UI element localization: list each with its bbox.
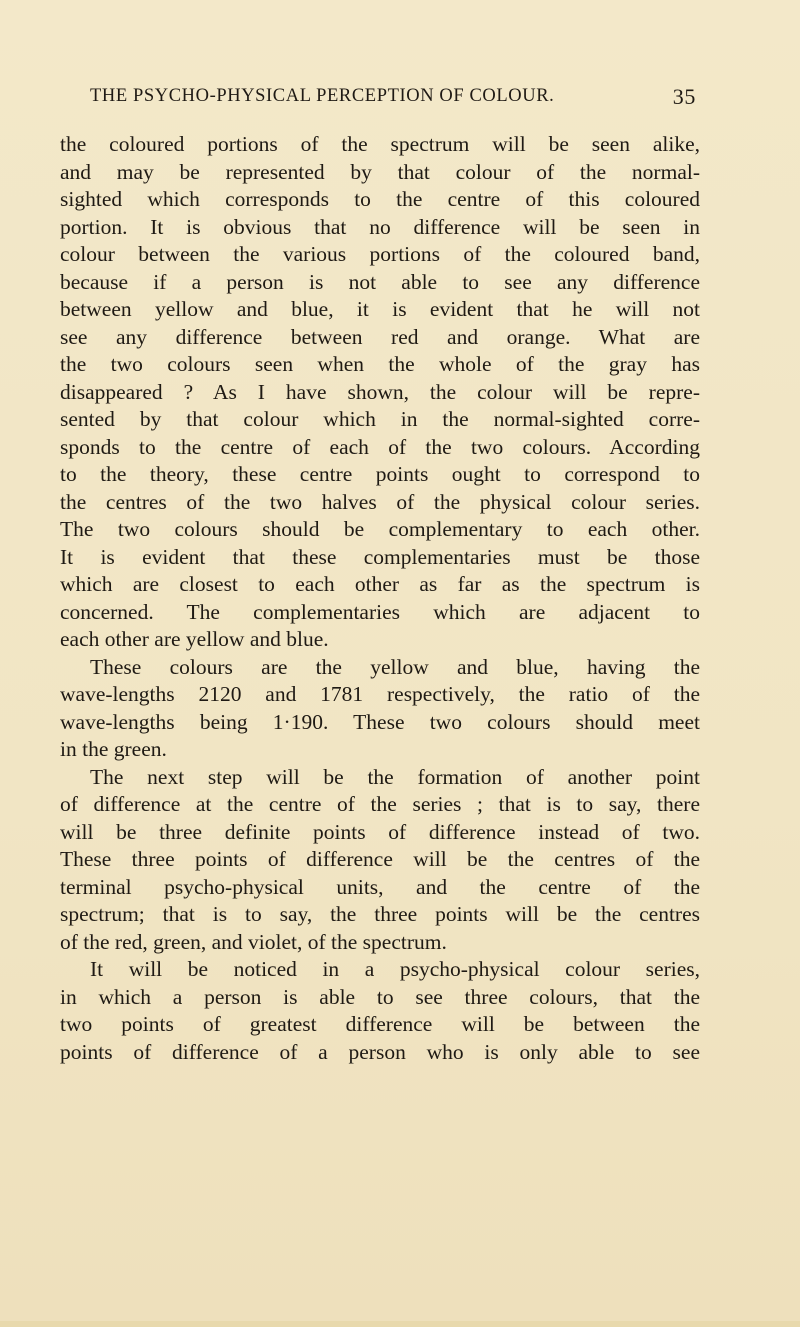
text-line: terminal psycho-physical units, and the centre of the: [60, 874, 700, 899]
text-line: two points of greatest difference will be between the: [60, 1012, 700, 1036]
text-line: in which a person is able to see three colours, that the: [60, 984, 700, 1009]
text-line: the two colours seen when the whole of the gray has: [60, 352, 700, 376]
text-line: These three points of difference will be the centres of the: [60, 847, 700, 871]
text-line: between yellow and blue, it is evident that he will not: [60, 297, 700, 321]
text-line: to the theory, these centre points ought to correspond to: [60, 462, 700, 486]
text-line: sented by that colour which in the normal-sighted corre-: [60, 407, 700, 431]
text-line: colour between the various portions of the coloured band,: [60, 242, 700, 266]
text-line: concerned. The complementaries which are adjacent to: [60, 599, 700, 624]
text-line: wave-lengths being 1·190. These two colours should meet: [60, 709, 700, 734]
running-head: THE PSYCHO-PHYSICAL PERCEPTION OF COLOUR.: [90, 86, 555, 106]
text-line: of the red, green, and violet, of the spectrum.: [60, 929, 447, 954]
text-line: will be three definite points of difference instead of two.: [60, 819, 700, 844]
text-line: points of difference of a person who is only able to see: [60, 1039, 700, 1064]
text-line: which are closest to each other as far as the spectrum is: [60, 572, 700, 596]
text-line: in the green.: [60, 737, 167, 761]
text-line: It is evident that these complementaries must be those: [60, 544, 700, 569]
text-line: the centres of the two halves of the physical colour series.: [60, 489, 700, 514]
page-header: [90, 84, 696, 116]
text-line: of difference at the centre of the series ; that is to say, there: [60, 792, 700, 816]
text-line: and may be represented by that colour of the normal-: [60, 159, 700, 184]
text-line: The next step will be the formation of another point: [90, 764, 700, 789]
text-line: spectrum; that is to say, the three points will be the centres: [60, 902, 700, 926]
text-line: portion. It is obvious that no difference will be seen in: [60, 214, 700, 239]
page-bottom-edge: [0, 1321, 800, 1327]
text-line: each other are yellow and blue.: [60, 627, 329, 651]
text-line: because if a person is not able to see any difference: [60, 269, 700, 294]
text-line: It will be noticed in a psycho-physical colour series,: [90, 957, 700, 981]
text-line: see any difference between red and orange. What are: [60, 324, 700, 349]
page-number: 35: [672, 84, 696, 109]
text-line: sighted which corresponds to the centre of this coloured: [60, 187, 700, 211]
text-line: sponds to the centre of each of the two colours. According: [60, 434, 700, 459]
text-line: These colours are the yellow and blue, having the: [90, 654, 700, 679]
text-line: the coloured portions of the spectrum will be seen alike,: [60, 132, 700, 156]
text-line: disappeared ? As I have shown, the colour will be repre-: [60, 379, 700, 404]
body-text: [60, 131, 700, 1066]
text-line: The two colours should be complementary to each other.: [60, 517, 700, 541]
text-line: wave-lengths 2120 and 1781 respectively, the ratio of the: [60, 682, 700, 706]
